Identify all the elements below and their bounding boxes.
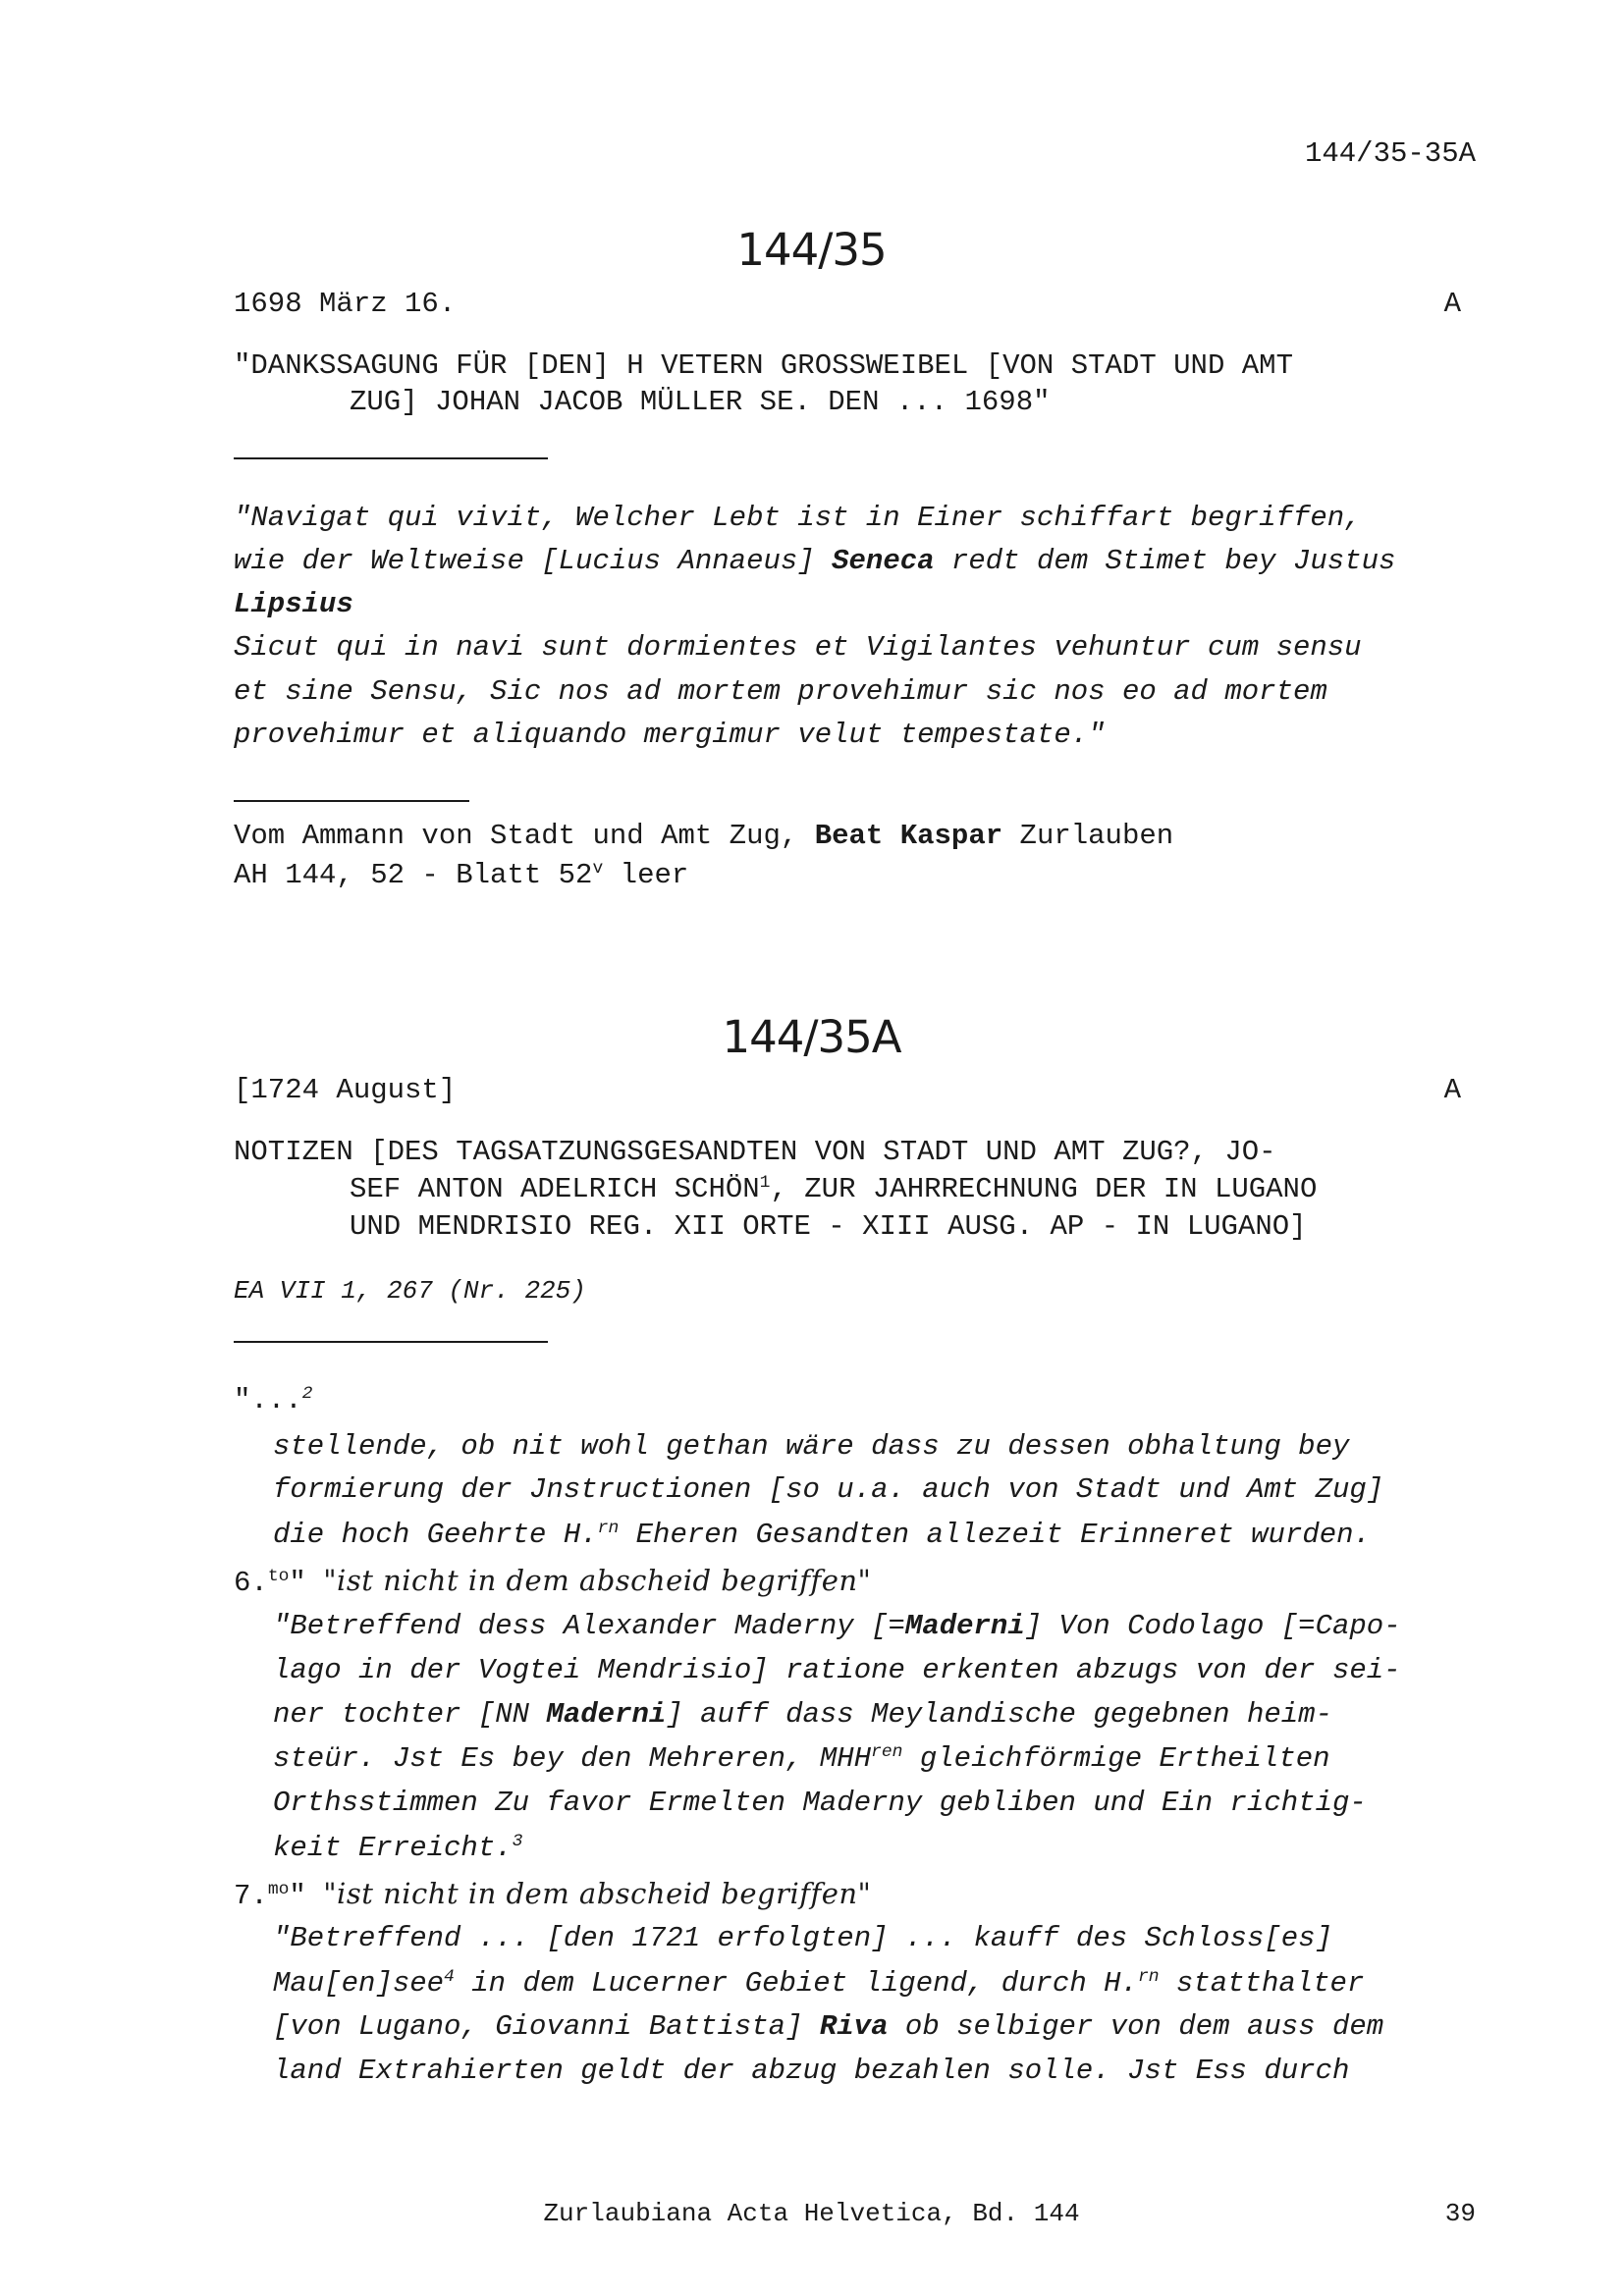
body-line: ner tochter [NN Maderni] auff dass Meylandische gegebnen heim- bbox=[273, 1698, 1332, 1731]
body-line: Mau[en]see$^4$ in dem Lucerner Gebiet ligend, durch H.$^{rn}$ statthalter bbox=[273, 1967, 1365, 2000]
note-divider bbox=[234, 800, 469, 802]
body-line: formierung der Jnstructionen [so u.a. auch von Stadt und Amt Zug] bbox=[273, 1473, 1384, 1506]
person-name: Maderni bbox=[546, 1698, 667, 1731]
item-heading: 7.$^{mo}$" "ist nicht in dem abscheid begriffen" bbox=[234, 1877, 872, 1912]
document-title-continued: UND MENDRISIO REG. XII ORTE - XIII AUSG. AP - IN LUGANO] bbox=[350, 1210, 1307, 1243]
body-line: stellende, ob nit wohl gethan wäre dass zu dessen obhaltung bey bbox=[273, 1430, 1350, 1463]
person-name: Riva bbox=[819, 2010, 889, 2043]
person-name: Maderni bbox=[904, 1610, 1025, 1642]
document-title-continued: ZUG] JOHAN JACOB MÜLLER SE. DEN ... 1698" bbox=[350, 386, 1051, 418]
section-divider bbox=[234, 457, 548, 459]
body-line: lago in der Vogtei Mendrisio] ratione erkenten abzugs von der sei- bbox=[273, 1654, 1401, 1686]
person-name: Lipsius bbox=[234, 588, 353, 620]
section-divider bbox=[234, 1341, 548, 1343]
document-number: 144/35A bbox=[722, 1011, 901, 1063]
body-line: land Extrahierten geldt der abzug bezahlen solle. Jst Ess durch bbox=[273, 2055, 1350, 2087]
footer-title: Zurlaubiana Acta Helvetica, Bd. 144 bbox=[543, 2199, 1080, 2228]
quote-line: wie der Weltweise [Lucius Annaeus] Seneca redt dem Stimet bey Justus bbox=[234, 545, 1396, 577]
document-date: 1698 März 16. bbox=[234, 288, 457, 320]
quote-line: provehimur et aliquando mergimur velut tempestate." bbox=[234, 719, 1106, 751]
body-line: steür. Jst Es bey den Mehreren, $MHH^{ren}$ gleichförmige Ertheilten bbox=[273, 1742, 1330, 1775]
page-number: 39 bbox=[1444, 2199, 1476, 2228]
document-title-continued: SEF ANTON ADELRICH SCHÖN$^1$, ZUR JAHRRECHNUNG DER IN LUGANO bbox=[350, 1173, 1318, 1205]
item-heading: 6.$^{to}$" "ist nicht in dem abscheid begriffen" bbox=[234, 1564, 872, 1599]
body-line: "...$^2$ bbox=[234, 1384, 313, 1416]
quote-line: "Navigat qui vivit, Welcher Lebt ist in Einer schiffart begriffen, bbox=[234, 502, 1362, 534]
person-name: Beat Kaspar bbox=[814, 820, 1003, 852]
body-line: die hoch Geehrte H.$^{rn}$ Eheren Gesandten allezeit Erinneret wurden. bbox=[273, 1519, 1371, 1551]
body-line: "Betreffend dess Alexander Maderny [=Maderni] Von Codolago [=Capo- bbox=[273, 1610, 1401, 1642]
quote-line bbox=[234, 588, 353, 620]
person-name: Seneca bbox=[832, 545, 935, 577]
handwritten-note: "ist nicht in dem abscheid begriffen" bbox=[323, 1877, 872, 1910]
page-range: 144/35-35A bbox=[1304, 137, 1476, 170]
quote-line: Sicut qui in navi sunt dormientes et Vigilantes vehuntur cum sensu bbox=[234, 631, 1362, 664]
document-date: [1724 August] bbox=[234, 1074, 457, 1106]
handwritten-note: "ist nicht in dem abscheid begriffen" bbox=[323, 1564, 872, 1597]
document-grade: A bbox=[1443, 288, 1461, 320]
quote-line: et sine Sensu, Sic nos ad mortem provehimur sic nos eo ad mortem bbox=[234, 675, 1327, 708]
document-grade: A bbox=[1443, 1074, 1461, 1106]
author-note: Vom Ammann von Stadt und Amt Zug, Beat Kaspar Zurlauben bbox=[234, 820, 1174, 852]
document-number: 144/35 bbox=[736, 224, 887, 276]
archive-reference: AH 144, 52 - Blatt 52$^v$ leer bbox=[234, 859, 689, 891]
body-line: keit Erreicht.$^3$ bbox=[273, 1832, 523, 1864]
body-line: "Betreffend ... [den 1721 erfolgten] ... kauff des Schloss[es] bbox=[273, 1922, 1332, 1954]
body-line: Orthsstimmen Zu favor Ermelten Maderny gebliben und Ein richtig- bbox=[273, 1787, 1367, 1819]
document-title: NOTIZEN [DES TAGSATZUNGSGESANDTEN VON STADT UND AMT ZUG?, JO- bbox=[234, 1136, 1276, 1168]
edition-reference: EA VII 1, 267 (Nr. 225) bbox=[234, 1276, 586, 1306]
body-line: [von Lugano, Giovanni Battista] Riva ob selbiger von dem auss dem bbox=[273, 2010, 1384, 2043]
document-title: "DANKSSAGUNG FÜR [DEN] H VETERN GROSSWEIBEL [VON STADT UND AMT bbox=[234, 349, 1293, 382]
